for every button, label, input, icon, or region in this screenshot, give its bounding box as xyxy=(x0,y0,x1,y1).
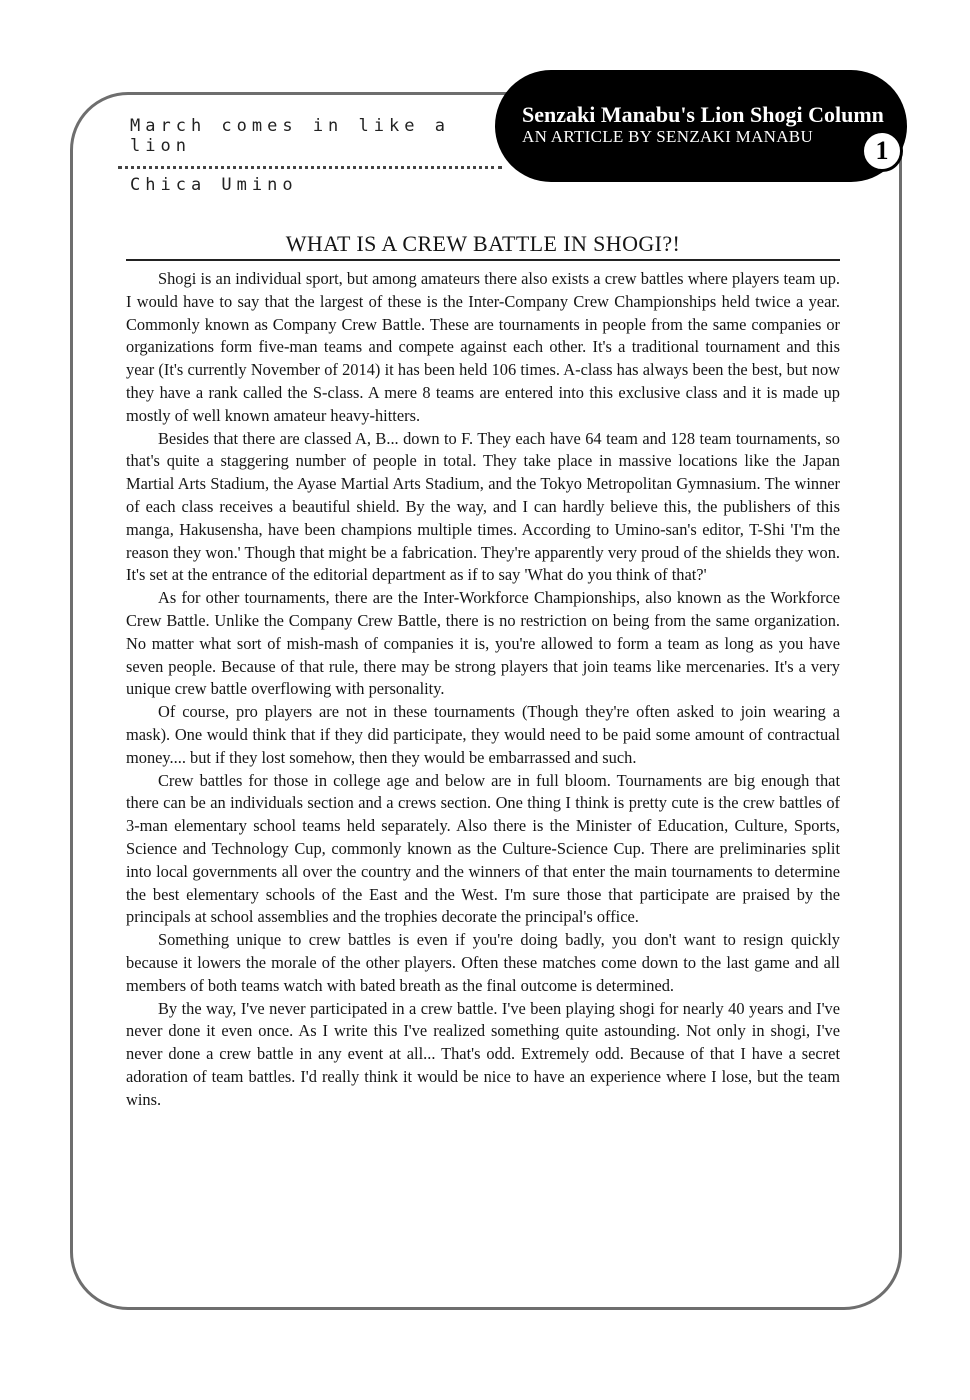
article-paragraph: Of course, pro players are not in these tournaments (Though they're often asked to join wearing a mask). One would think that if they did participate, they would need to be paid some amount of contractual money.... but if they lost somehow, then they would be embarrassed and such. xyxy=(126,702,840,767)
article-paragraph: Shogi is an individual sport, but among amateurs there also exists a crew battles where players team up. I would have to say that the largest of these is the Inter-Company Crew Championships held twice a year. Commonly known as Company Crew Battle. These are tournaments in people from the same companies or organizations form five-man teams and compete against each other. It's a traditional tournament and this year (It's currently November of 2014) it has been held 106 times. A-class has always been the best, but now they have a rank called the S-class. A mere 8 teams are entered into this exclusive class and it is made up mostly of well known amateur heavy-hitters. xyxy=(126,269,840,425)
dotted-divider xyxy=(118,166,502,169)
issue-number-badge: 1 xyxy=(861,130,903,172)
column-title: Senzaki Manabu's Lion Shogi Column xyxy=(522,102,884,127)
column-subtitle: AN ARTICLE BY SENZAKI MANABU xyxy=(522,127,814,146)
author-name: Chica Umino xyxy=(130,175,298,195)
article-paragraph: Something unique to crew battles is even if you're doing badly, you don't want to resign quickly because it lowers the morale of the other players. Often these matches come down to the last game and all members of both teams watch with bated breath as the final outcome is determined. xyxy=(126,930,840,995)
article-heading: WHAT IS A CREW BATTLE IN SHOGI?! xyxy=(285,231,681,256)
article-body xyxy=(126,268,840,1111)
series-title: March comes in like a lion xyxy=(130,116,450,156)
article-paragraph: By the way, I've never participated in a crew battle. I've been playing shogi for nearly 40 years and I've never done it even once. As I write this I've realized something quite astounding. Not only in shogi, I've never done a crew battle in any event at all... That's odd. Extremely odd. Because of that I have a secret adoration of team battles. I'd really think it would be nice to have an experience where I lose, but the team wins. xyxy=(126,998,840,1109)
article-paragraph: As for other tournaments, there are the Inter-Workforce Championships, also known as the Workforce Crew Battle. Unlike the Company Crew Battle, there is no restriction on being from the same organization. No matter what sort of mish-mash of companies it is, you're allowed to form a team as long as you have seven people. Because of that rule, there may be strong players that join teams like mercenaries. It's a very unique crew battle overflowing with personality. xyxy=(126,588,840,699)
article-paragraph: Crew battles for those in college age and below are in full bloom. Tournaments are big enough that there can be an individuals section and a crews section. One thing I think is pretty cute is the crew battles of 3-man elementary school teams held separately. Also there is the Minister of Education, Culture, Sports, Science and Technology Cup, commonly known as the Culture-Science Cup. There are preliminaries split into local governments all over the country and the winners of that enter the main tournaments to determine the best elementary schools of the East and the West. I'm sure those that participate are praised by the principals at school assemblies and the trophies decorate the principal's office. xyxy=(126,770,840,927)
series-header xyxy=(118,110,498,195)
article-paragraph: Besides that there are classed A, B... down to F. They each have 64 team and 128 team tournaments, so that's quite a staggering number of people in total. They take place in massive locations like the Japan Martial Arts Stadium, the Ayase Martial Arts Stadium, and the Tokyo Metropolitan Gymnasium. The winner of each class receives a beautiful shield. By the way, and I can hardly believe this, the publishers of this manga, Hakusensha, have been champions multiple times. According to Umino-san's editor, T-Shi 'I'm the reason they won.' Though that might be a fabrication. They're apparently very proud of the shields they won. It's set at the entrance of the editorial department as if to say 'What do you think of that?' xyxy=(126,428,840,585)
heading-rule xyxy=(126,259,840,261)
